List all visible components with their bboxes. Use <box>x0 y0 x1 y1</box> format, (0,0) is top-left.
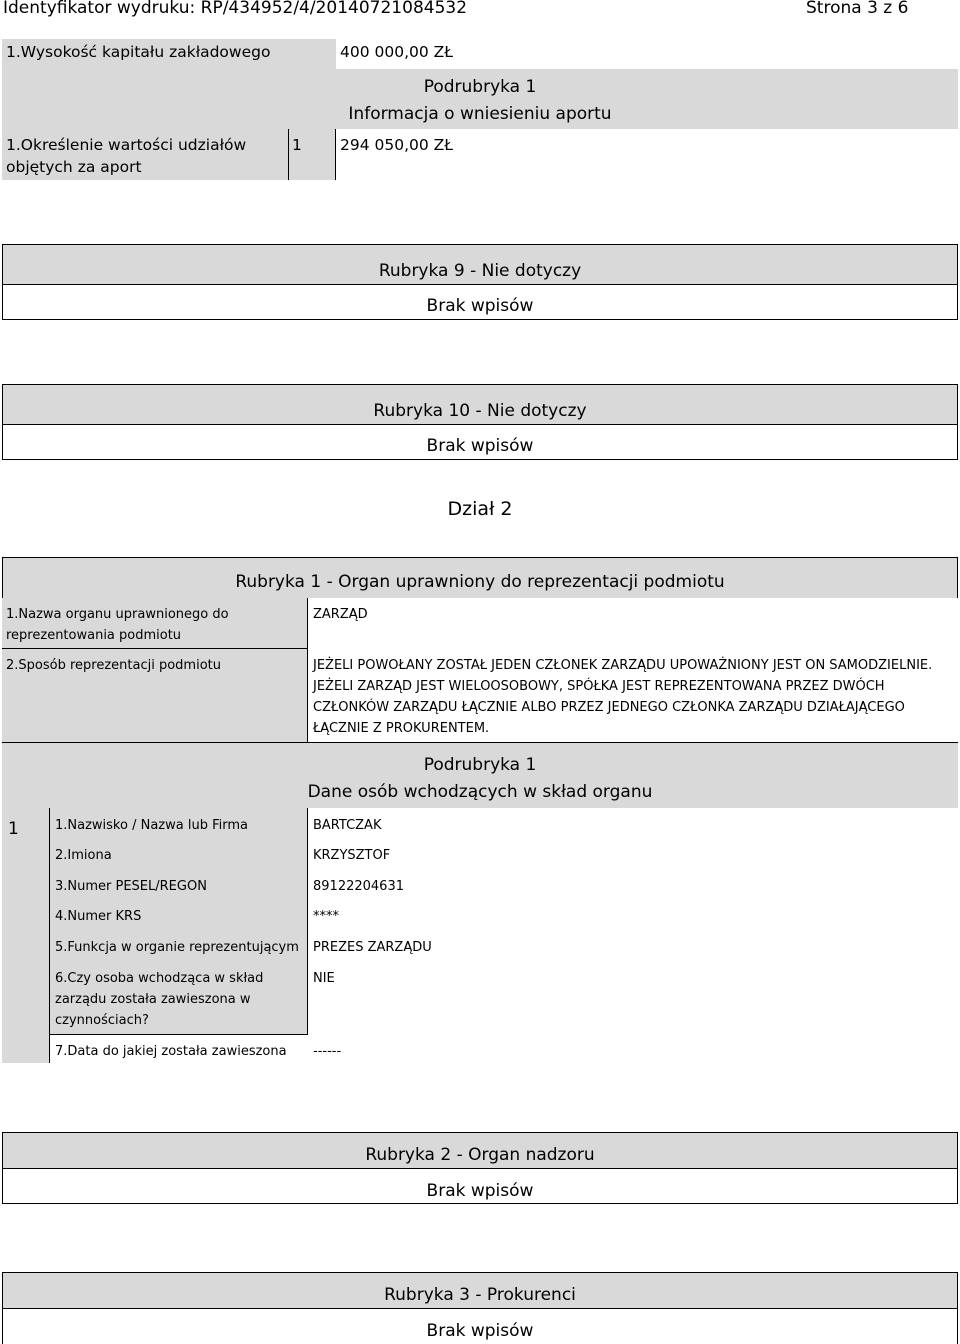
contribution-label: 1.Określenie wartości udziałów objętych za aport <box>6 136 247 176</box>
rubryka-3-empty: Brak wpisów <box>426 1321 534 1341</box>
member-suspension-date-value: ------ <box>313 1044 342 1059</box>
rubryka-2-title: Rubryka 2 - Organ nadzoru <box>365 1145 595 1165</box>
rubryka-10-empty: Brak wpisów <box>426 436 534 456</box>
member-firstnames-value: KRZYSZTOF <box>313 848 391 863</box>
member-function-value: PREZES ZARZĄDU <box>313 940 432 955</box>
members-index: 1 <box>8 819 19 839</box>
organ-row-divider <box>2 648 307 649</box>
page-number: Strona 3 z 6 <box>806 0 909 18</box>
rubryka-2-box <box>2 1132 958 1204</box>
member-krs-label: 4.Numer KRS <box>55 909 142 924</box>
contribution-divider <box>288 129 289 180</box>
section-title: Dział 2 <box>447 498 513 520</box>
members-title-2: Dane osób wchodzących w skład organu <box>307 782 653 802</box>
rubryka-3-box <box>2 1272 958 1344</box>
member-suspended-value: NIE <box>313 971 335 986</box>
members-index-column <box>2 808 50 1063</box>
member-krs-value: **** <box>313 909 339 924</box>
member-surname-label: 1.Nazwisko / Nazwa lub Firma <box>55 818 248 833</box>
contribution-number: 1 <box>292 136 302 154</box>
organ-name-label: 1.Nazwa organu uprawnionego do reprezentowania podmiotu <box>6 607 229 643</box>
organ-title: Rubryka 1 - Organ uprawniony do reprezentacji podmiotu <box>235 572 725 592</box>
organ-method-label: 2.Sposób reprezentacji podmiotu <box>6 658 221 673</box>
member-surname-value: BARTCZAK <box>313 818 382 833</box>
rubryka-9-title: Rubryka 9 - Nie dotyczy <box>378 261 582 281</box>
member-suspended-label: 6.Czy osoba wchodząca w skład zarządu została zawieszona w czynnościach? <box>55 971 264 1028</box>
organ-name-value: ZARZĄD <box>313 607 368 622</box>
rubryka-9-box <box>2 244 958 320</box>
capital-label: 1.Wysokość kapitału zakładowego <box>6 43 271 61</box>
member-pesel-value: 89122204631 <box>313 879 404 894</box>
capital-value: 400 000,00 ZŁ <box>340 43 454 61</box>
member-pesel-label: 3.Numer PESEL/REGON <box>55 879 207 894</box>
contribution-title-1: Podrubryka 1 <box>423 77 537 97</box>
member-function-label: 5.Funkcja w organie reprezentującym <box>55 940 299 955</box>
organ-column-divider <box>307 598 308 742</box>
rubryka-3-title: Rubryka 3 - Prokurenci <box>384 1285 576 1305</box>
member-suspension-date-label: 7.Data do jakiej została zawieszona <box>55 1044 287 1059</box>
organ-method-value: JEŻELI POWOŁANY ZOSTAŁ JEDEN CZŁONEK ZARZĄDU UPOWAŻNIONY JEST ON SAMODZIELNIE. JEŻELI ZARZĄD JEST WIELOOSOBOWY, SPÓŁKA JEST REPREZENTOWANA PRZEZ DWÓCH CZŁONKÓW ZARZĄDU ŁĄCZNIE ALBO PRZEZ JEDNEGO CZŁONKA ZARZĄDU DZIAŁAJĄCEGO ŁĄCZNIE Z PROKURENTEM. <box>313 658 933 736</box>
members-row-divider <box>50 1034 308 1035</box>
rubryka-10-box <box>2 384 958 460</box>
member-firstnames-label: 2.Imiona <box>55 848 112 863</box>
members-title-1: Podrubryka 1 <box>423 755 537 775</box>
rubryka-9-empty: Brak wpisów <box>426 296 534 316</box>
print-identifier: Identyfikator wydruku: RP/434952/4/20140721084532 <box>3 0 468 18</box>
contribution-title-2: Informacja o wniesieniu aportu <box>348 104 612 124</box>
rubryka-10-title: Rubryka 10 - Nie dotyczy <box>373 401 587 421</box>
rubryka-2-empty: Brak wpisów <box>426 1181 534 1201</box>
contribution-value: 294 050,00 ZŁ <box>340 136 454 154</box>
